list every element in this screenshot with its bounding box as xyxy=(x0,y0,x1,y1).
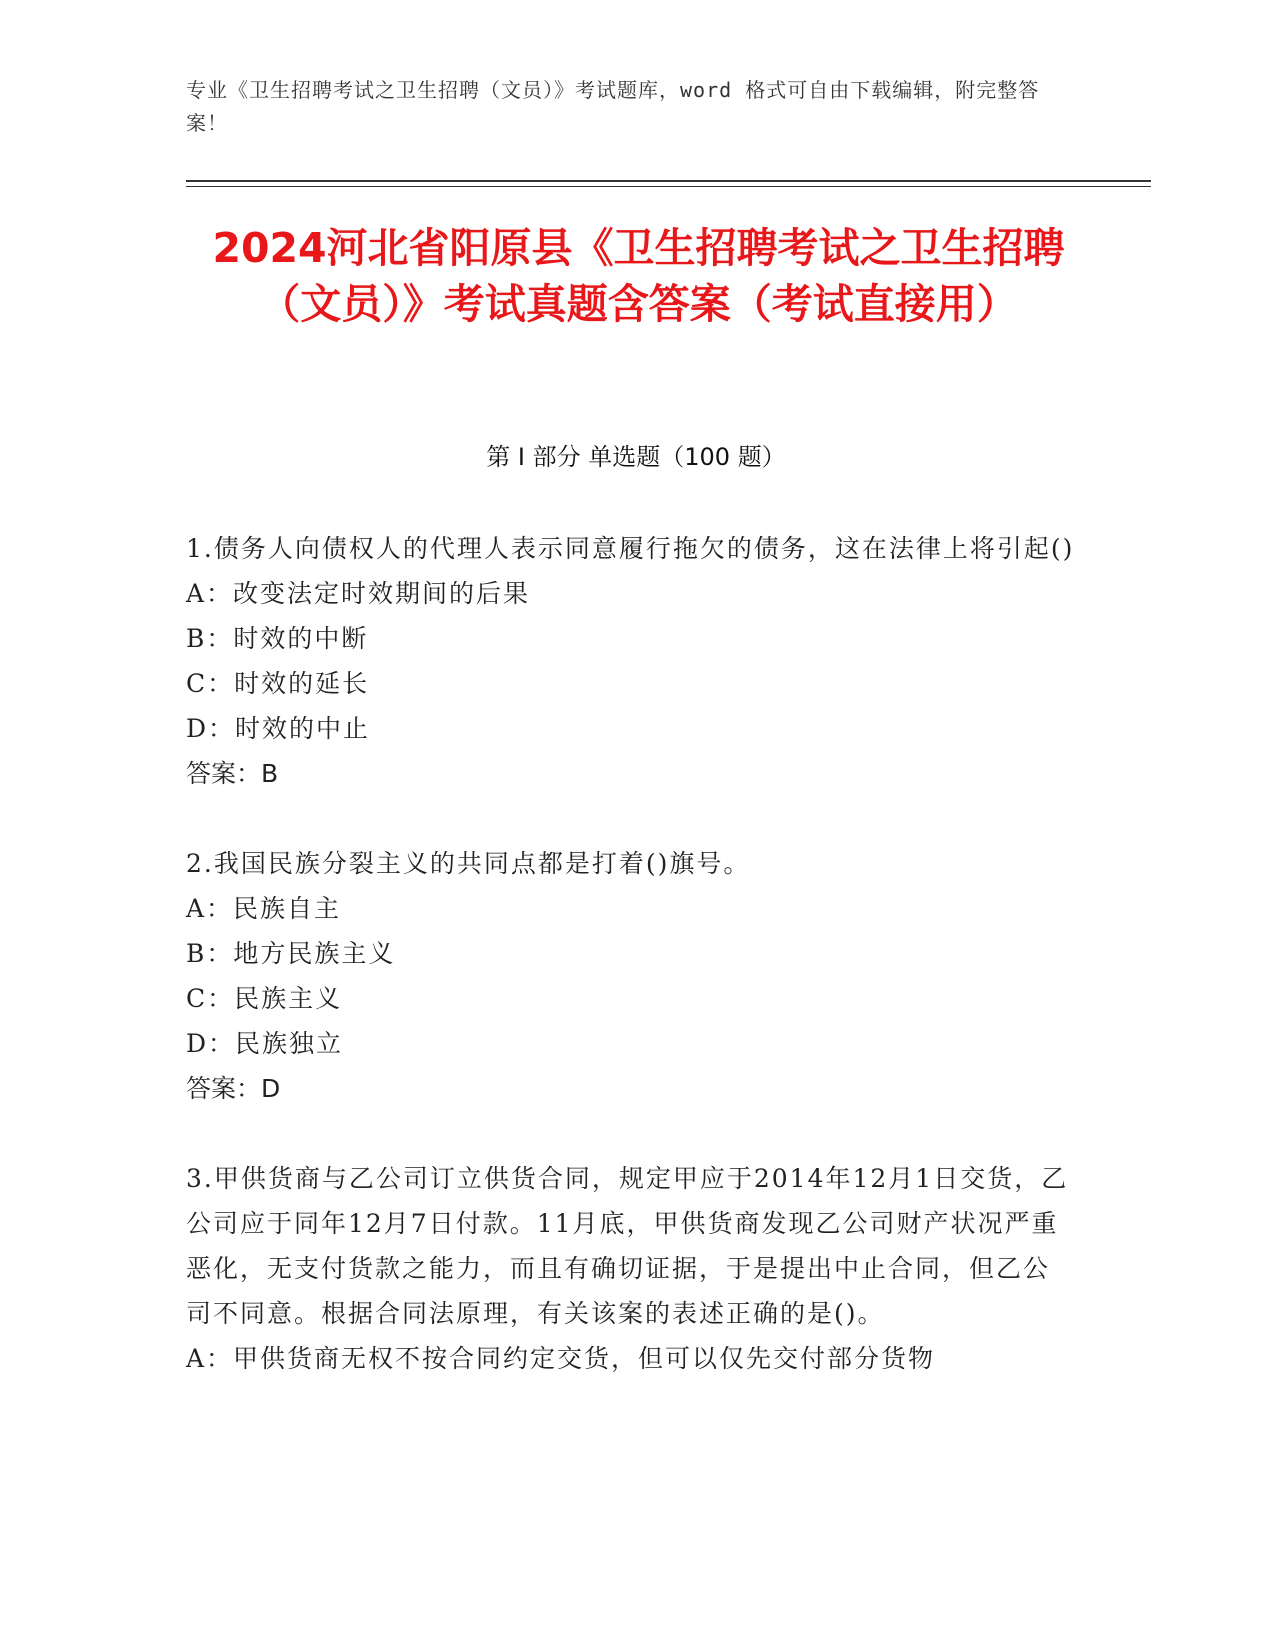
question-1 xyxy=(186,526,1076,796)
answer: 答案：B xyxy=(186,759,279,788)
question-text: 2.我国民族分裂主义的共同点都是打着()旗号。 xyxy=(186,849,751,878)
option-d: D：民族独立 xyxy=(186,1029,344,1058)
option-a: A：甲供货商无权不按合同约定交货，但可以仅先交付部分货物 xyxy=(186,1344,936,1373)
header-note: 专业《卫生招聘考试之卫生招聘（文员）》考试题库，word 格式可自由下载编辑，附完整答案！ xyxy=(186,78,1040,135)
header-divider xyxy=(186,180,1151,182)
question-text: 1.债务人向债权人的代理人表示同意履行拖欠的债务，这在法律上将引起() xyxy=(186,534,1075,563)
option-b: B：地方民族主义 xyxy=(186,939,396,968)
option-c: C：时效的延长 xyxy=(186,669,370,698)
option-d: D：时效的中止 xyxy=(186,714,371,743)
question-2 xyxy=(186,841,1076,1111)
document-title: 2024河北省阳原县《卫生招聘考试之卫生招聘（文员）》考试真题含答案（考试直接用） xyxy=(212,224,1065,328)
option-c: C：民族主义 xyxy=(186,984,343,1013)
header-divider-thin xyxy=(186,186,1151,187)
option-a: A：改变法定时效期间的后果 xyxy=(186,579,531,608)
question-3 xyxy=(186,1156,1076,1381)
option-b: B：时效的中断 xyxy=(186,624,369,653)
question-list xyxy=(186,526,1076,1426)
section-title: 第 I 部分 单选题（100 题） xyxy=(486,443,786,471)
question-text: 3.甲供货商与乙公司订立供货合同，规定甲应于2014年12月1日交货，乙公司应于同年12月7日付款。11月底，甲供货商发现乙公司财产状况严重恶化，无支付货款之能力，而且有确切证据，于是提出中止合同，但乙公司不同意。根据合同法原理，有关该案的表述正确的是()。 xyxy=(186,1164,1069,1328)
answer: 答案：D xyxy=(186,1074,281,1103)
option-a: A：民族自主 xyxy=(186,894,342,923)
